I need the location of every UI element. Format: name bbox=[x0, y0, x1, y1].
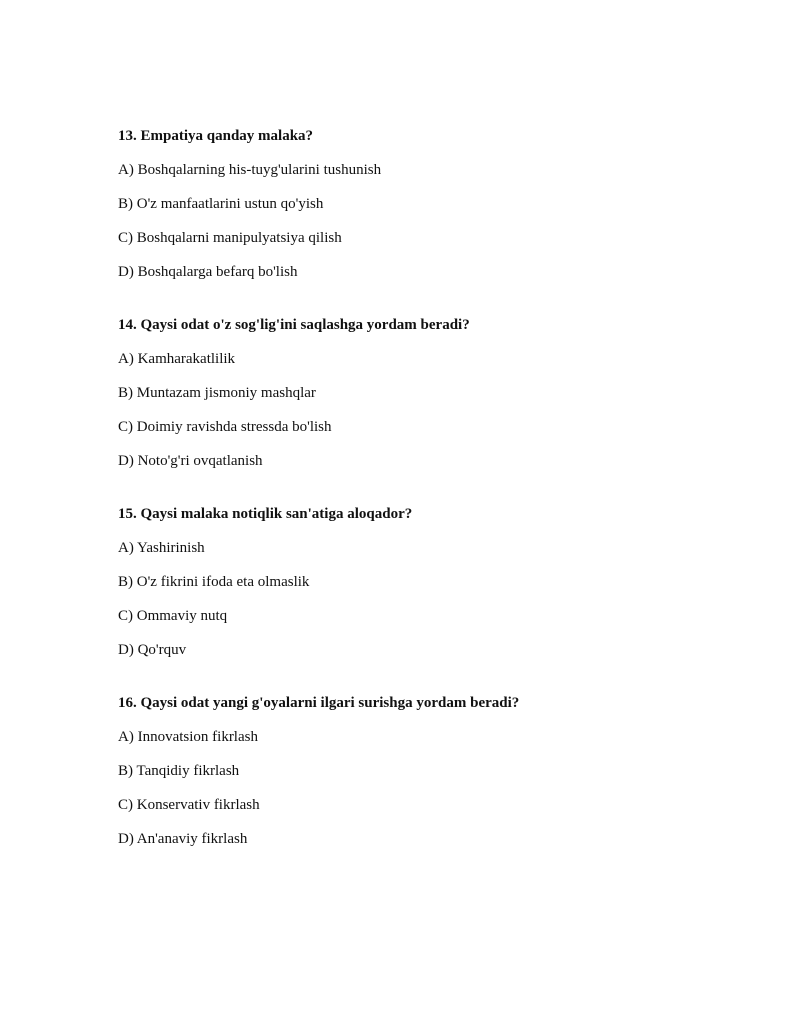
answer-option-d: D) An'anaviy fikrlash bbox=[118, 831, 248, 847]
question-title: 13. Empatiya qanday malaka? bbox=[118, 128, 314, 144]
answer-option-a: A) Kamharakatlilik bbox=[118, 351, 236, 367]
answer-option-b: B) Muntazam jismoniy mashqlar bbox=[118, 385, 316, 401]
answer-option-c: C) Boshqalarni manipulyatsiya qilish bbox=[118, 230, 342, 246]
document-page bbox=[118, 126, 758, 882]
answer-option-a: A) Innovatsion fikrlash bbox=[118, 729, 258, 745]
answer-option-a: A) Yashirinish bbox=[118, 540, 205, 556]
answer-option-a: A) Boshqalarning his-tuyg'ularini tushunish bbox=[118, 162, 382, 178]
answer-option-d: D) Boshqalarga befarq bo'lish bbox=[118, 264, 298, 280]
question-13 bbox=[118, 126, 758, 282]
question-title: 15. Qaysi malaka notiqlik san'atiga aloqador? bbox=[118, 506, 413, 522]
answer-option-b: B) O'z manfaatlarini ustun qo'yish bbox=[118, 196, 324, 212]
answer-option-c: C) Ommaviy nutq bbox=[118, 608, 228, 624]
question-15 bbox=[118, 504, 758, 660]
answer-option-d: D) Noto'g'ri ovqatlanish bbox=[118, 453, 263, 469]
question-title: 16. Qaysi odat yangi g'oyalarni ilgari surishga yordam beradi? bbox=[118, 695, 520, 711]
question-16 bbox=[118, 693, 758, 849]
question-14 bbox=[118, 315, 758, 471]
answer-option-b: B) Tanqidiy fikrlash bbox=[118, 763, 240, 779]
answer-option-d: D) Qo'rquv bbox=[118, 642, 187, 658]
question-title: 14. Qaysi odat o'z sog'lig'ini saqlashga yordam beradi? bbox=[118, 317, 470, 333]
answer-option-c: C) Doimiy ravishda stressda bo'lish bbox=[118, 419, 332, 435]
answer-option-b: B) O'z fikrini ifoda eta olmaslik bbox=[118, 574, 310, 590]
answer-option-c: C) Konservativ fikrlash bbox=[118, 797, 260, 813]
